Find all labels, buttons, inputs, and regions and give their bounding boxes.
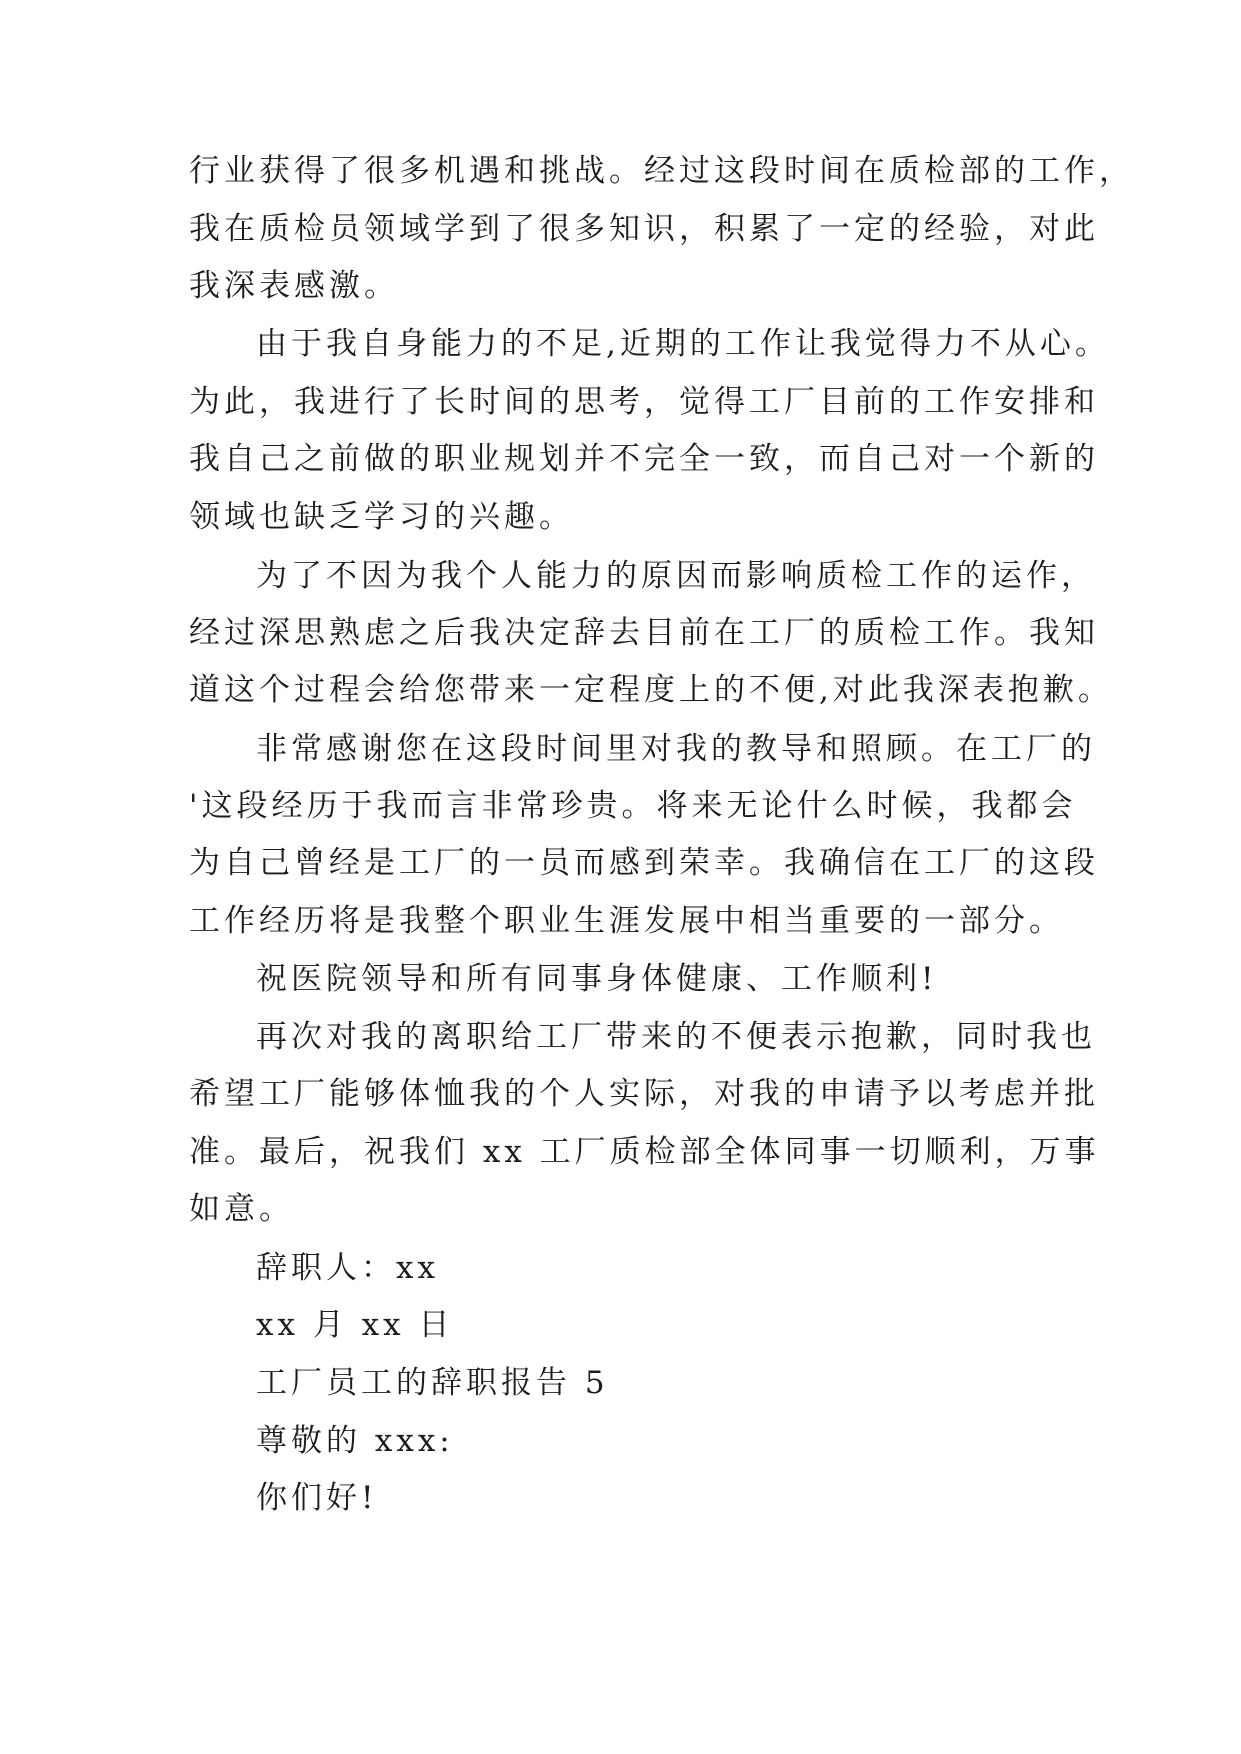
body-line: 行业获得了很多机遇和挑战。经过这段时间在质检部的工作，: [189, 153, 1134, 189]
body-line: 领域也缺乏学习的兴趣。: [189, 499, 574, 535]
body-line: 道这个过程会给您带来一定程度上的不便,对此我深表抱歉。: [189, 672, 1113, 708]
body-line: 我自己之前做的职业规划并不完全一致，而自己对一个新的: [189, 441, 1099, 477]
greeting-line: 你们好!: [256, 1480, 378, 1516]
body-line: 如意。: [189, 1191, 294, 1227]
date-line: xx 月 xx 日: [256, 1307, 454, 1343]
section-heading: 工厂员工的辞职报告 5: [256, 1365, 609, 1401]
salutation-line: 尊敬的 xxx:: [256, 1423, 454, 1459]
paragraph-start-line: 再次对我的离职给工厂带来的不便表示抱歉，同时我也: [256, 1019, 1096, 1055]
body-line: '这段经历于我而言非常珍贵。将来无论什么时候，我都会: [189, 788, 1077, 824]
signature-line: 辞职人：xx: [256, 1250, 439, 1286]
paragraph-start-line: 祝医院领导和所有同事身体健康、工作顺利!: [256, 961, 938, 997]
paragraph-start-line: 为了不因为我个人能力的原因而影响质检工作的运作，: [256, 558, 1096, 594]
body-line: 希望工厂能够体恤我的个人实际，对我的申请予以考虑并批: [189, 1076, 1099, 1112]
body-line: 经过深思熟虑之后我决定辞去目前在工厂的质检工作。我知: [189, 615, 1099, 651]
body-line: 工作经历将是我整个职业生涯发展中相当重要的一部分。: [189, 903, 1064, 939]
body-line: 我深表感激。: [189, 268, 399, 304]
body-line: 为此，我进行了长时间的思考，觉得工厂目前的工作安排和: [189, 384, 1099, 420]
paragraph-start-line: 由于我自身能力的不足,近期的工作让我觉得力不从心。: [256, 326, 1110, 362]
body-line: 我在质检员领域学到了很多知识，积累了一定的经验，对此: [189, 211, 1099, 247]
body-line: 为自己曾经是工厂的一员而感到荣幸。我确信在工厂的这段: [189, 845, 1099, 881]
paragraph-start-line: 非常感谢您在这段时间里对我的教导和照顾。在工厂的: [256, 731, 1096, 767]
body-line: 准。最后，祝我们 xx 工厂质检部全体同事一切顺利，万事: [189, 1134, 1100, 1170]
